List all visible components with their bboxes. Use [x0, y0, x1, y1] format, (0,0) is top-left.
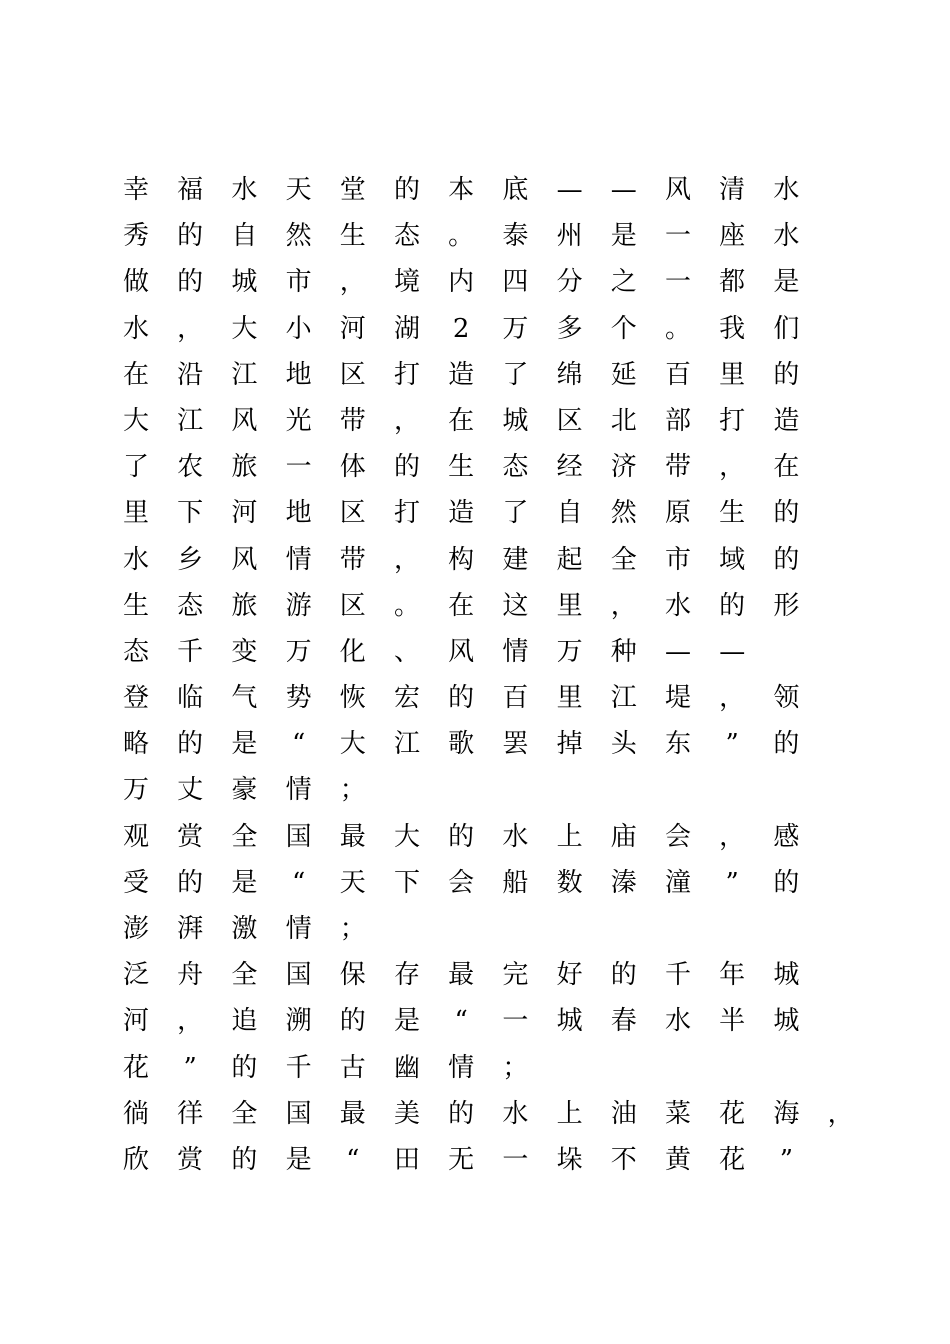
text-char: 之 — [610, 267, 637, 298]
text-char: 然 — [610, 498, 637, 529]
text-char: “ — [291, 729, 306, 760]
text-char: 里 — [719, 359, 746, 390]
text-char: 沿 — [177, 359, 204, 390]
text-char: 光 — [285, 405, 312, 436]
text-line — [112, 398, 872, 444]
text-char: 然 — [285, 221, 312, 252]
text-char: 半 — [719, 1006, 746, 1037]
text-char: 造 — [448, 498, 475, 529]
text-char: 泛 — [122, 960, 149, 991]
text-line — [112, 952, 872, 998]
text-char: 河 — [231, 498, 258, 529]
text-char: 千 — [177, 636, 204, 667]
text-char: 座 — [719, 221, 746, 252]
text-char: 豪 — [231, 775, 258, 806]
text-line — [112, 213, 872, 259]
text-char: 下 — [393, 867, 420, 898]
text-char: ， — [393, 544, 420, 575]
text-char: 福 — [177, 175, 204, 205]
text-char: 的 — [448, 1098, 475, 1129]
text-char: ， — [177, 313, 204, 344]
text-char: 是 — [610, 221, 637, 252]
text-char: 都 — [719, 267, 746, 298]
text-char: 水 — [122, 544, 149, 575]
text-char: 里 — [122, 498, 149, 529]
text-char: 态 — [502, 452, 529, 483]
text-char: 欣 — [122, 1144, 149, 1175]
text-char: 境 — [393, 267, 420, 298]
text-char: 大 — [122, 405, 149, 436]
text-line — [112, 767, 872, 813]
text-char: 丈 — [177, 775, 204, 806]
text-char: 是 — [231, 867, 258, 898]
text-char: 多 — [556, 313, 583, 344]
text-char: 最 — [339, 821, 366, 852]
text-char: 水 — [773, 221, 800, 252]
text-char: 一 — [285, 452, 312, 483]
text-char: 情 — [285, 914, 312, 944]
text-char: ， — [827, 1098, 854, 1129]
text-char: 了 — [502, 359, 529, 390]
text-char: 的 — [773, 544, 800, 575]
text-char: ” — [725, 867, 739, 898]
text-char: 全 — [231, 821, 258, 852]
text-char: 的 — [393, 175, 420, 205]
text-char: 菜 — [664, 1098, 691, 1129]
text-char: 、 — [393, 636, 420, 667]
text-char: 城 — [231, 267, 258, 298]
text-char: 生 — [122, 590, 149, 621]
text-char: 全 — [231, 960, 258, 991]
text-char: 千 — [664, 960, 691, 991]
text-char: 态 — [177, 590, 204, 621]
text-char: 是 — [231, 729, 258, 760]
text-char: 国 — [285, 1098, 312, 1129]
text-char: — — [556, 175, 583, 205]
text-char: 是 — [773, 267, 800, 298]
text-char: 内 — [448, 267, 475, 298]
text-char: ， — [339, 267, 366, 298]
text-char: 黄 — [664, 1144, 691, 1175]
text-char: “ — [346, 1144, 360, 1175]
text-char: ” — [779, 1144, 794, 1175]
text-char: 江 — [610, 683, 637, 714]
text-char: 田 — [393, 1144, 420, 1175]
text-char: ” — [725, 729, 739, 760]
text-char: 花 — [719, 1098, 746, 1129]
text-char: 城 — [556, 1006, 583, 1037]
text-char: 造 — [773, 405, 800, 436]
text-char: 农 — [177, 452, 204, 483]
text-char: 的 — [393, 452, 420, 483]
text-char: 天 — [285, 175, 312, 205]
text-char: 湖 — [393, 313, 420, 344]
text-char: 绵 — [556, 359, 583, 390]
text-char: 万 — [502, 313, 529, 344]
text-char: 万 — [122, 775, 149, 806]
text-char: 上 — [556, 1098, 583, 1129]
text-char: 全 — [610, 544, 637, 575]
text-char: 地 — [285, 498, 312, 529]
text-line — [112, 537, 872, 583]
text-line — [112, 998, 872, 1044]
text-char: 小 — [285, 313, 312, 344]
body-text — [112, 167, 872, 1183]
text-char: 底 — [502, 175, 529, 205]
text-char: 年 — [719, 960, 746, 991]
text-char: 大 — [231, 313, 258, 344]
text-char: 情 — [285, 775, 312, 806]
text-char: ， — [719, 452, 746, 483]
text-char: 四 — [502, 267, 529, 298]
text-char: 水 — [122, 313, 149, 344]
text-char: 天 — [339, 867, 366, 898]
text-char: 延 — [610, 359, 637, 390]
text-char: 。 — [664, 313, 691, 344]
text-char: 态 — [393, 221, 420, 252]
text-char: 上 — [556, 821, 583, 852]
text-char: 最 — [448, 960, 475, 991]
text-char: 歌 — [448, 729, 475, 760]
text-char: 了 — [122, 452, 149, 483]
text-char: 赏 — [177, 821, 204, 852]
text-char: 化 — [339, 636, 366, 667]
text-char: 激 — [231, 914, 258, 944]
text-char: 构 — [448, 544, 475, 575]
text-char: 在 — [122, 359, 149, 390]
text-char: 我 — [719, 313, 746, 344]
text-char: ” — [183, 1052, 197, 1083]
text-char: 里 — [556, 683, 583, 714]
text-char: 堂 — [339, 175, 366, 205]
text-char: 的 — [773, 867, 800, 898]
text-char: 澎 — [122, 914, 149, 944]
text-char: 春 — [610, 1006, 637, 1037]
text-char: 存 — [393, 960, 420, 991]
text-char: — — [665, 636, 691, 667]
text-char: 泰 — [502, 221, 529, 252]
text-char: 在 — [448, 590, 475, 621]
text-char: 河 — [339, 313, 366, 344]
text-char: 风 — [448, 636, 475, 667]
text-char: 形 — [773, 590, 800, 621]
text-char: 造 — [448, 359, 475, 390]
text-char: 种 — [610, 636, 637, 667]
text-char: 一 — [664, 221, 691, 252]
text-char: 个 — [610, 313, 637, 344]
text-char: 最 — [339, 1098, 366, 1129]
text-char: 江 — [177, 405, 204, 436]
text-char: “ — [454, 1006, 468, 1037]
text-char: 舟 — [177, 960, 204, 991]
text-char: 垛 — [556, 1144, 583, 1175]
text-char: 溱 — [610, 867, 637, 898]
text-char: 了 — [502, 498, 529, 529]
text-char: 分 — [556, 267, 583, 298]
text-char: 区 — [339, 359, 366, 390]
text-line — [112, 583, 872, 629]
text-char: 水 — [502, 821, 529, 852]
text-char: 古 — [339, 1052, 366, 1083]
text-line — [112, 721, 872, 767]
text-char: 幽 — [393, 1052, 420, 1083]
text-char: 风 — [664, 175, 691, 205]
text-char: 的 — [719, 590, 746, 621]
text-char: 域 — [719, 544, 746, 575]
text-char: 湃 — [177, 914, 204, 944]
text-char: 区 — [339, 498, 366, 529]
text-char: 建 — [502, 544, 529, 575]
text-char: 是 — [285, 1144, 312, 1175]
text-char: 水 — [664, 590, 691, 621]
text-line — [112, 352, 872, 398]
text-char: 变 — [231, 636, 258, 667]
text-char: 受 — [122, 867, 149, 898]
text-char: — — [610, 175, 637, 205]
text-line — [112, 1137, 872, 1183]
text-char: 花 — [122, 1052, 149, 1083]
text-char: 的 — [448, 821, 475, 852]
text-char: ， — [610, 590, 637, 621]
text-char: 大 — [393, 821, 420, 852]
text-line — [112, 490, 872, 536]
text-char: 的 — [610, 960, 637, 991]
text-char: 东 — [664, 729, 691, 760]
text-char: 情 — [285, 544, 312, 575]
text-char: 赏 — [177, 1144, 204, 1175]
text-char: 的 — [177, 729, 204, 760]
text-char: 乡 — [177, 544, 204, 575]
text-char: 观 — [122, 821, 149, 852]
text-char: 潼 — [664, 867, 691, 898]
text-char: 势 — [285, 683, 312, 714]
text-char: 江 — [393, 729, 420, 760]
text-char: 河 — [122, 1006, 149, 1037]
text-char: 罢 — [502, 729, 529, 760]
text-char: 会 — [448, 867, 475, 898]
text-char: 幸 — [122, 175, 149, 205]
text-char: 感 — [773, 821, 800, 852]
text-char: 区 — [339, 590, 366, 621]
text-char: 宏 — [393, 683, 420, 714]
text-char: 的 — [177, 867, 204, 898]
text-char: 体 — [339, 452, 366, 483]
text-char: 态 — [122, 636, 149, 667]
text-char: 生 — [448, 452, 475, 483]
text-char: 地 — [285, 359, 312, 390]
text-char: 的 — [773, 498, 800, 529]
text-char: — — [719, 636, 746, 667]
text-char: 的 — [231, 1052, 258, 1083]
text-char: 里 — [556, 590, 583, 621]
text-char: 气 — [231, 683, 258, 714]
text-char: 2 — [452, 313, 470, 344]
text-char: 的 — [231, 1144, 258, 1175]
text-char: 海 — [773, 1098, 800, 1129]
text-char: 打 — [719, 405, 746, 436]
text-char: 风 — [231, 544, 258, 575]
text-char: 领 — [773, 683, 800, 714]
text-char: 清 — [719, 175, 746, 205]
text-char: 的 — [177, 221, 204, 252]
text-char: 会 — [664, 821, 691, 852]
text-char: 旅 — [231, 590, 258, 621]
text-line — [112, 675, 872, 721]
text-char: 一 — [664, 267, 691, 298]
text-char: 国 — [285, 821, 312, 852]
text-char: 万 — [285, 636, 312, 667]
text-char: 的 — [448, 683, 475, 714]
text-char: ， — [719, 821, 746, 852]
text-char: ， — [719, 683, 746, 714]
text-char: ， — [177, 1006, 204, 1037]
text-char: 游 — [285, 590, 312, 621]
text-char: 城 — [773, 960, 800, 991]
text-line — [112, 814, 872, 860]
text-char: 北 — [610, 405, 637, 436]
text-char: 自 — [231, 221, 258, 252]
text-char: 登 — [122, 683, 149, 714]
text-char: 堤 — [664, 683, 691, 714]
text-char: 千 — [285, 1052, 312, 1083]
text-char: 在 — [773, 452, 800, 483]
text-line — [112, 444, 872, 490]
text-char: 济 — [610, 452, 637, 483]
text-char: 旅 — [231, 452, 258, 483]
text-char: 风 — [231, 405, 258, 436]
text-char: 的 — [773, 359, 800, 390]
text-char: 下 — [177, 498, 204, 529]
text-char: 庙 — [610, 821, 637, 852]
text-char: 追 — [231, 1006, 258, 1037]
text-char: 徉 — [177, 1098, 204, 1129]
text-char: “ — [291, 867, 306, 898]
text-char: 不 — [610, 1144, 637, 1175]
text-line — [112, 860, 872, 906]
text-char: 船 — [502, 867, 529, 898]
text-char: 这 — [502, 590, 529, 621]
text-char: 花 — [719, 1144, 746, 1175]
text-char: 万 — [556, 636, 583, 667]
text-char: 水 — [502, 1098, 529, 1129]
text-char: 在 — [448, 405, 475, 436]
text-char: 做 — [122, 267, 149, 298]
text-char: 市 — [285, 267, 312, 298]
text-char: 城 — [502, 405, 529, 436]
text-char: ， — [393, 405, 420, 436]
text-char: 部 — [664, 405, 691, 436]
text-char: 。 — [393, 590, 420, 621]
text-char: 大 — [339, 729, 366, 760]
text-char: 一 — [502, 1006, 529, 1037]
text-char: 打 — [393, 359, 420, 390]
text-char: 原 — [664, 498, 691, 529]
text-char: 保 — [339, 960, 366, 991]
text-char: 情 — [448, 1052, 475, 1083]
text-line — [112, 167, 872, 213]
text-char: 带 — [339, 544, 366, 575]
text-char: 区 — [556, 405, 583, 436]
text-char: 无 — [448, 1144, 475, 1175]
text-char: 们 — [773, 313, 800, 344]
text-char: 百 — [664, 359, 691, 390]
text-char: 带 — [664, 452, 691, 483]
text-char: 生 — [339, 221, 366, 252]
text-char: 水 — [231, 175, 258, 205]
text-char: 城 — [773, 1006, 800, 1037]
text-line — [112, 629, 872, 675]
text-char: 本 — [448, 175, 475, 205]
text-char: 完 — [502, 960, 529, 991]
text-char: 略 — [122, 729, 149, 760]
text-line — [112, 906, 872, 952]
text-line — [112, 306, 872, 352]
text-char: ； — [339, 775, 366, 806]
text-char: 全 — [231, 1098, 258, 1129]
text-char: 的 — [773, 729, 800, 760]
text-line — [112, 259, 872, 305]
text-char: 百 — [502, 683, 529, 714]
text-char: 起 — [556, 544, 583, 575]
text-char: 头 — [610, 729, 637, 760]
text-char: 州 — [556, 221, 583, 252]
text-char: 生 — [719, 498, 746, 529]
text-char: 美 — [393, 1098, 420, 1129]
text-char: 一 — [502, 1144, 529, 1175]
text-char: 打 — [393, 498, 420, 529]
text-char: 自 — [556, 498, 583, 529]
text-char: 经 — [556, 452, 583, 483]
text-char: ； — [339, 914, 366, 944]
text-char: 溯 — [285, 1006, 312, 1037]
text-char: 秀 — [122, 221, 149, 252]
text-char: 掉 — [556, 729, 583, 760]
text-char: 徜 — [122, 1098, 149, 1129]
text-char: 国 — [285, 960, 312, 991]
text-char: 临 — [177, 683, 204, 714]
text-char: 好 — [556, 960, 583, 991]
text-char: 情 — [502, 636, 529, 667]
text-char: 是 — [393, 1006, 420, 1037]
text-line — [112, 1045, 872, 1091]
text-char: 恢 — [339, 683, 366, 714]
text-char: 。 — [448, 221, 475, 252]
text-char: 的 — [339, 1006, 366, 1037]
text-char: 水 — [773, 175, 800, 205]
text-char: 的 — [177, 267, 204, 298]
text-char: 江 — [231, 359, 258, 390]
text-char: 市 — [664, 544, 691, 575]
text-char: 带 — [339, 405, 366, 436]
text-char: 油 — [610, 1098, 637, 1129]
text-line — [112, 1091, 872, 1137]
text-char: 数 — [556, 867, 583, 898]
text-char: ； — [502, 1052, 529, 1083]
text-char: 水 — [664, 1006, 691, 1037]
